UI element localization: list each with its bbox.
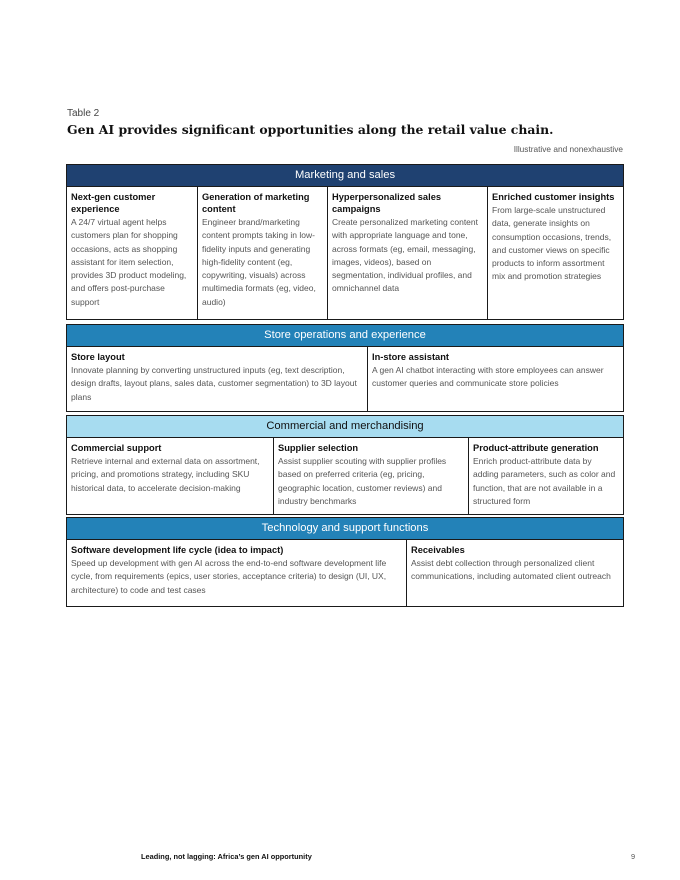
cell-next-gen-customer-experience xyxy=(67,187,197,319)
cell-text: Create personalized marketing content with appropriate language and tone, across formats (eg, email, messaging, images, videos), based on segmentation, individual profiles, and omnichannel data xyxy=(332,217,478,294)
cell-hyperpersonalized-sales-campaigns xyxy=(327,187,487,319)
page-number: 9 xyxy=(631,852,636,861)
section-heading: Commercial and merchandising xyxy=(67,416,623,437)
cell-supplier-selection xyxy=(273,438,468,514)
cell-in-store-assistant xyxy=(367,347,623,411)
cell-title: Software development life cycle (idea to impact) xyxy=(71,545,284,555)
cell-title: Store layout xyxy=(71,352,125,362)
cell-text: Engineer brand/marketing content prompts taking in low-fidelity inputs and generating high-fidelity content (eg, copywriting, visuals) across multimedia formats (eg, video, audio) xyxy=(202,217,316,307)
cell-receivables xyxy=(406,540,623,606)
illustrative-note: Illustrative and nonexhaustive xyxy=(513,144,623,154)
cell-store-layout xyxy=(67,347,367,411)
table-label: Table 2 xyxy=(67,108,100,119)
cell-software-development-life-cycle xyxy=(67,540,406,606)
section-heading: Store operations and experience xyxy=(67,325,623,346)
cell-text: Enrich product-attribute data by adding parameters, such as color and function, that are not available in a structured form xyxy=(473,456,616,506)
section-heading: Marketing and sales xyxy=(67,165,623,186)
cell-text: Speed up development with gen AI across the end-to-end software development life cycle, from requirements (epics, user stories, acceptance criteria) to design (UI, UX, architecture) to code and test cases xyxy=(71,558,387,595)
cell-title: Generation of marketing content xyxy=(202,192,310,214)
cell-title: Commercial support xyxy=(71,443,162,453)
cell-title: Supplier selection xyxy=(278,443,359,453)
section-store-operations xyxy=(66,324,624,412)
cell-title: Enriched customer insights xyxy=(492,192,615,202)
cell-text: Innovate planning by converting unstructured inputs (eg, text description, design drafts, layout plans, sales data, customer segmentation) to 3D layout plans xyxy=(71,365,357,402)
footer-report-title: Leading, not lagging: Africa’s gen AI opportunity xyxy=(141,852,312,861)
cell-text: A 24/7 virtual agent helps customers plan for shopping occasions, acts as shopping assistant for item selection, provides 3D product modeling, and offers post-purchase support xyxy=(71,217,187,307)
cell-generation-of-marketing-content xyxy=(197,187,327,319)
cell-text: From large-scale unstructured data, generate insights on consumption occasions, trends, and customer views on specific products to inform assortment mix and promotion strategies xyxy=(492,205,612,282)
cell-commercial-support xyxy=(67,438,273,514)
page-title: Gen AI provides significant opportunities along the retail value chain. xyxy=(67,122,554,137)
cell-title: In-store assistant xyxy=(372,352,449,362)
cell-title: Hyperpersonalized sales campaigns xyxy=(332,192,442,214)
cell-enriched-customer-insights xyxy=(487,187,623,319)
section-technology-and-support xyxy=(66,517,624,607)
cell-text: Assist debt collection through personalized client communications, including automated client outreach xyxy=(411,558,611,582)
section-heading: Technology and support functions xyxy=(67,518,623,539)
cell-text: Assist supplier scouting with supplier profiles based on preferred criteria (eg, pricing, geographic location, customer reviews) and industry benchmarks xyxy=(278,456,447,506)
section-commercial-and-merchandising xyxy=(66,415,624,515)
cell-title: Next-gen customer experience xyxy=(71,192,156,214)
cell-text: A gen AI chatbot interacting with store employees can answer customer queries and communicate store policies xyxy=(372,365,604,389)
cell-title: Receivables xyxy=(411,545,465,555)
section-marketing-and-sales xyxy=(66,164,624,320)
cell-text: Retrieve internal and external data on assortment, pricing, and promotions strategy, including SKU historical data, to accelerate decision-making xyxy=(71,456,260,493)
cell-product-attribute-generation xyxy=(468,438,623,514)
cell-title: Product-attribute generation xyxy=(473,443,599,453)
